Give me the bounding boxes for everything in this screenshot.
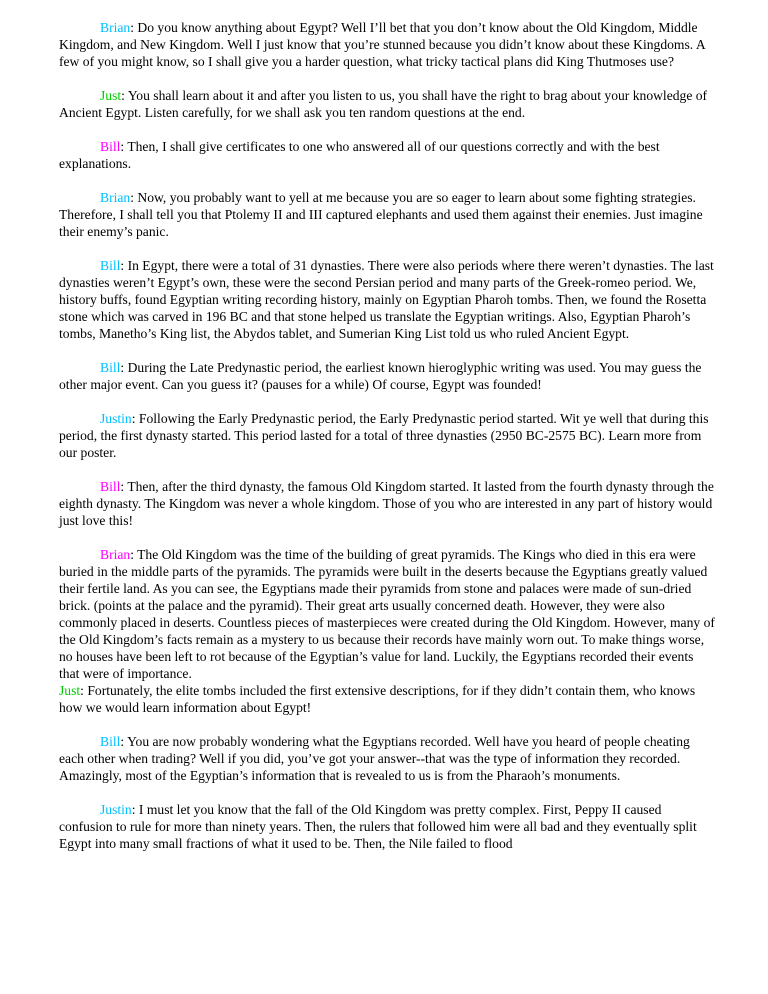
paragraph [59, 546, 715, 682]
paragraph [59, 801, 715, 852]
paragraph-text: : I must let you know that the fall of the Old Kingdom was pretty complex. First, Peppy II caused confusion to rule for more than ninety years. Then, the rulers that followed him were all bad and they eventually split Egypt into many small fractions of what it used to be. Then, the Nile failed to flood [59, 802, 697, 851]
speaker-name: Brian [100, 190, 131, 205]
paragraph [59, 410, 715, 461]
paragraph-text: : During the Late Predynastic period, the earliest known hieroglyphic writing was used. You may guess the other major event. Can you guess it? (pauses for a while) Of course, Egypt was founded! [59, 360, 702, 392]
paragraph [59, 733, 715, 784]
speaker-name: Just [100, 88, 122, 103]
paragraph [59, 478, 715, 529]
paragraph [59, 257, 715, 342]
paragraph-text: : Then, I shall give certificates to one who answered all of our questions correctly and with the best explanations. [59, 139, 660, 171]
paragraph [59, 189, 715, 240]
paragraph [59, 682, 715, 716]
paragraph [59, 19, 715, 70]
speaker-name: Justin [100, 802, 132, 817]
speaker-name: Brian [100, 20, 131, 35]
paragraph-text: : In Egypt, there were a total of 31 dynasties. There were also periods where there weren’t dynasties. The last dynasties weren’t Egypt’s own, these were the second Persian period and many parts of the Greek-romeo period. We, history buffs, found Egyptian writing recording history, mainly on Egyptian Pharoh tombs. Then, we found the Rosetta stone which was carved in 196 BC and that stone helped us translate the Egyptian writings. Also, Egyptian Pharoh’s tombs, Manetho’s King list, the Abydos tablet, and Sumerian King List told us who ruled Ancient Egypt. [59, 258, 714, 341]
speaker-name: Bill [100, 360, 121, 375]
speaker-name: Bill [100, 258, 121, 273]
paragraph [59, 359, 715, 393]
paragraph [59, 138, 715, 172]
speaker-name: Just [59, 683, 81, 698]
paragraph [59, 87, 715, 121]
speaker-name: Bill [100, 734, 121, 749]
speaker-name: Justin [100, 411, 132, 426]
paragraph-text: : The Old Kingdom was the time of the building of great pyramids. The Kings who died in this era were buried in the middle parts of the pyramids. The pyramids were built in the deserts because the Egyptians greatly valued their fertile land. As you can see, the Egyptians made their pyramids from stone and palaces were made of sun-dried brick. (points at the palace and the pyramid). Their great arts usually concerned death. However, they were also commonly placed in deserts. Countless pieces of masterpieces were created during the Old Kingdom. However, many of the Old Kingdom’s facts remain as a mystery to us because their records have mainly worn out. To make things worse, no houses have been left to rot because of the Egyptian’s value for land. Luckily, the Egyptians recorded their events that were of importance. [59, 547, 715, 681]
paragraph-text: : Fortunately, the elite tombs included the first extensive descriptions, for if they didn’t contain them, who knows how we would learn information about Egypt! [59, 683, 696, 715]
speaker-name: Brian [100, 547, 131, 562]
paragraph-text: : You shall learn about it and after you listen to us, you shall have the right to brag about your knowledge of Ancient Egypt. Listen carefully, for we shall ask you ten random questions at the end. [59, 88, 708, 120]
paragraph-text: : Now, you probably want to yell at me because you are so eager to learn about some fighting strategies. Therefore, I shall tell you that Ptolemy II and III captured elephants and used them against their enemies. Just imagine their enemy’s panic. [59, 190, 703, 239]
paragraph-text: : Following the Early Predynastic period, the Early Predynastic period started. Wit ye well that during this period, the first dynasty started. This period lasted for a total of three dynasties (2950 BC-2575 BC). Learn more from our poster. [59, 411, 709, 460]
paragraph-text: : Then, after the third dynasty, the famous Old Kingdom started. It lasted from the fourth dynasty through the eighth dynasty. The Kingdom was never a whole kingdom. Those of you who are interested in any part of history would just love this! [59, 479, 714, 528]
paragraph-text: : Do you know anything about Egypt? Well I’ll bet that you don’t know about the Old Kingdom, Middle Kingdom, and New Kingdom. Well I just know that you’re stunned because you didn’t know about these Kingdoms. A few of you might know, so I shall give you a harder question, what tricky tactical plans did King Thutmoses use? [59, 20, 705, 69]
speaker-name: Bill [100, 139, 121, 154]
document-body [59, 19, 715, 869]
speaker-name: Bill [100, 479, 121, 494]
paragraph-text: : You are now probably wondering what the Egyptians recorded. Well have you heard of people cheating each other when trading? Well if you did, you’ve got your answer--that was the type of information they recorded. Amazingly, most of the Egyptian’s information that is revealed to us is from the Pharaoh’s monuments. [59, 734, 690, 783]
